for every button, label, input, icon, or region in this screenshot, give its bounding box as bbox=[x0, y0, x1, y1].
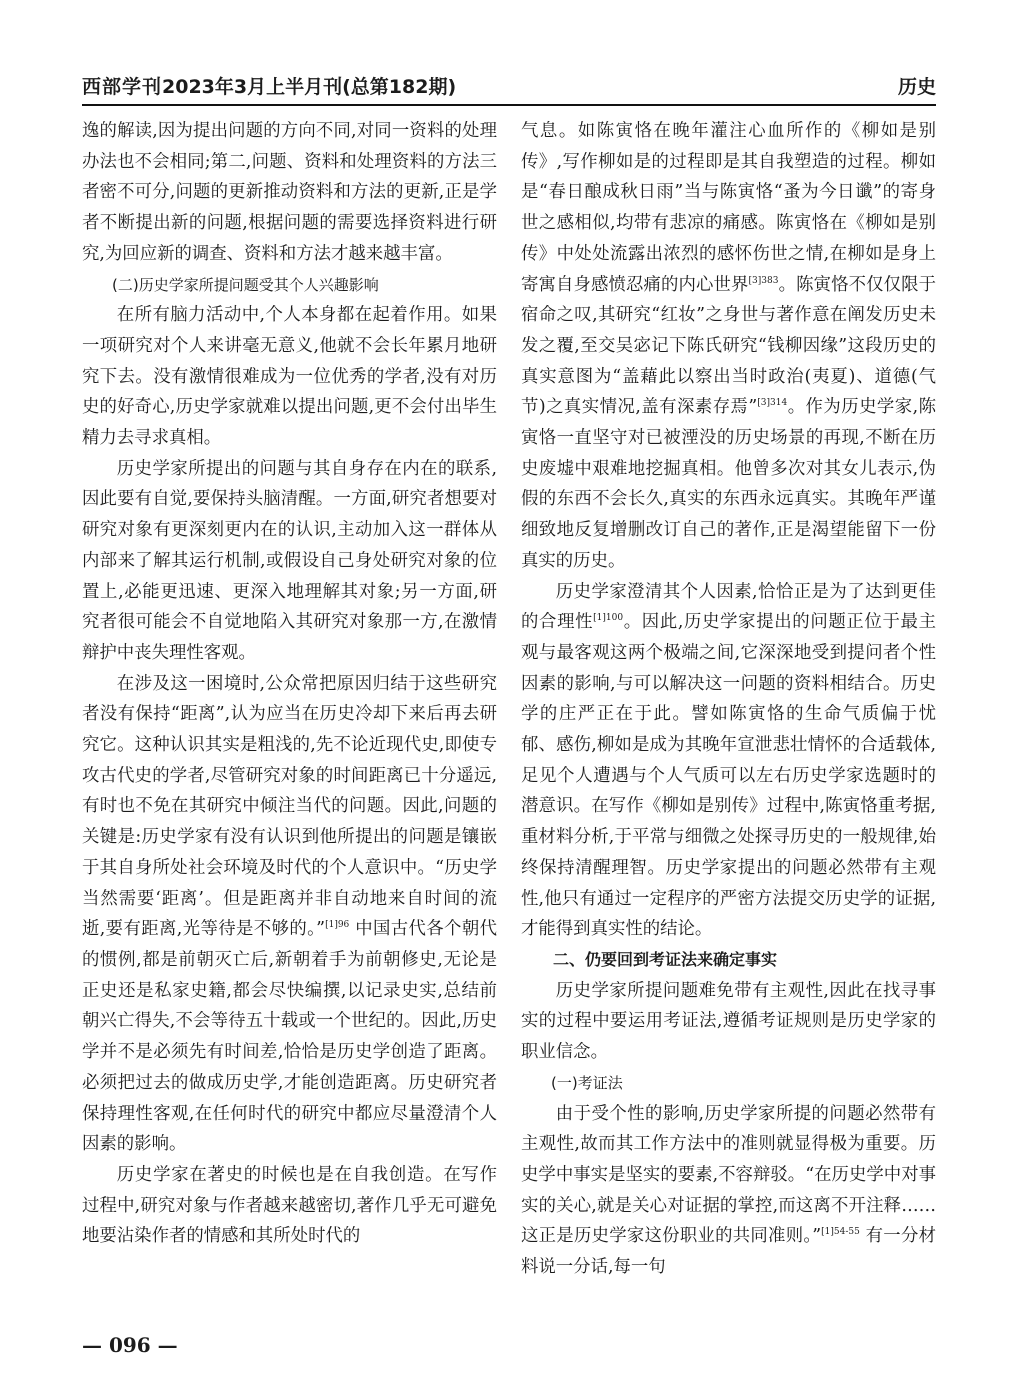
text-run: 历史学家澄清其个人因素,恰恰正是为了达到更佳的合理性 bbox=[521, 581, 936, 633]
paragraph bbox=[521, 116, 936, 577]
right-column bbox=[521, 116, 936, 1311]
paragraph: 历史学家在著史的时候也是在自我创造。在写作过程中,研究对象与作者越来越密切,著作几乎无可避免地要沾染作者的情感和其所处时代的 bbox=[82, 1164, 497, 1247]
text-run: 。作为历史学家,陈寅恪一直坚守对已被湮没的历史场景的再现,不断在历史废墟中艰难地挖掘真相。他曾多次对其女儿表示,伪假的东西不会长久,真实的东西永远真实。其晚年严谨细致地反复增删改订自己的著作,正是渴望能留下一份真实的历史。 bbox=[521, 397, 936, 571]
text-run: 由于受个性的影响,历史学家所提的问题必然带有主观性,故而其工作方法中的准则就显得极为重要。历史学中事实是坚实的要素,不容辩驳。“在历史学中对事实的关心,就是关心对证据的掌控,而这离不开注释……这正是历史学家这份职业的共同准则。” bbox=[521, 1103, 936, 1247]
section-label: 历史 bbox=[897, 76, 936, 98]
subsection-heading: (二)历史学家所提问题受其个人兴趣影响 bbox=[112, 275, 379, 294]
journal-logo: 西部学刊 bbox=[82, 76, 163, 98]
header-rule bbox=[82, 104, 936, 106]
section-heading: 二、仍要回到考证法来确定事实 bbox=[553, 949, 778, 969]
citation-ref: [3]383 bbox=[748, 275, 779, 286]
text-run: 有一分材料说一分话,每一句 bbox=[521, 1226, 936, 1278]
left-column bbox=[82, 116, 497, 1311]
subsection-heading: (一)考证法 bbox=[551, 1073, 623, 1092]
citation-ref: [1]100 bbox=[593, 613, 624, 624]
paragraph: 历史学家所提问题难免带有主观性,因此在找寻事实的过程中要运用考证法,遵循考证规则是历史学家的职业信念。 bbox=[521, 980, 936, 1063]
journal-masthead bbox=[82, 72, 456, 99]
citation-ref: [1]96 bbox=[325, 920, 350, 931]
citation-ref: [3]314 bbox=[757, 398, 788, 409]
text-run: 。陈寅恪不仅仅限于宿命之叹,其研究“红妆”之身世与著作意在阐发历史未发之覆,至交吴宓记下陈氏研究“钱柳因缘”这段历史的真实意图为“盖藉此以察出当时政治(夷夏)、道德(气节)之真实情况,盖有深素存焉” bbox=[521, 274, 936, 418]
text-run: 中国古代各个朝代的惯例,都是前朝灭亡后,新朝着手为前朝修史,无论是正史还是私家史籍,都会尽快编撰,以记录史实,总结前朝兴亡得失,不会等待五十载或一个世纪的。因此,历史学并不是必须先有时间差,恰恰是历史学创造了距离。必须把过去的做成历史学,才能创造距离。历史研究者保持理性客观,在任何时代的研究中都应尽量澄清个人因素的影响。 bbox=[82, 919, 497, 1155]
text-run: 气息。如陈寅恪在晚年灌注心血所作的《柳如是别传》,写作柳如是的过程即是其自我塑造的过程。柳如是“春日酿成秋日雨”当与陈寅恪“蚤为今日谶”的寄身世之感相似,均带有悲凉的痛感。陈寅恪在《柳如是别传》中处处流露出浓烈的感怀伤世之情,在柳如是身上寄寓自身感愤忍痛的内心世界 bbox=[521, 121, 936, 295]
paragraph: 历史学家所提出的问题与其自身存在内在的联系,因此要有自觉,要保持头脑清醒。一方面,研究者想要对研究对象有更深刻更内在的认识,主动加入这一群体从内部来了解其运行机制,或假设自己身处研究对象的位置上,必能更迅速、更深入地理解其对象;另一方面,研究者很可能会不自觉地陷入其研究对象那一方,在激情辩护中丧失理性客观。 bbox=[82, 458, 497, 663]
paragraph: 在所有脑力活动中,个人本身都在起着作用。如果一项研究对个人来讲毫无意义,他就不会长年累月地研究下去。没有激情很难成为一位优秀的学者,没有对历史的好奇心,历史学家就难以提出问题,更不会付出毕生精力去寻求真相。 bbox=[82, 305, 497, 449]
issue-label: 2023年3月上半月刊(总第182期) bbox=[162, 76, 457, 98]
paragraph bbox=[521, 1099, 936, 1283]
paragraph: 逸的解读,因为提出问题的方向不同,对同一资料的处理办法也不会相同;第二,问题、资料和处理资料的方法三者密不可分,问题的更新推动资料和方法的更新,正是学者不断提出新的问题,根据问题的需要选择资料进行研究,为回应新的调查、资料和方法才越来越丰富。 bbox=[82, 121, 497, 264]
page-number: — 096 — bbox=[82, 1333, 178, 1357]
running-header bbox=[82, 72, 936, 102]
paragraph bbox=[82, 669, 497, 1160]
paragraph bbox=[521, 577, 936, 945]
citation-ref: [1]54-55 bbox=[821, 1227, 860, 1238]
text-run: 。因此,历史学家提出的问题正位于最主观与最客观这两个极端之间,它深深地受到提问者个性因素的影响,与可以解决这一问题的资料相结合。历史学的庄严正在于此。譬如陈寅恪的生命气质偏于忧郁、感伤,柳如是成为其晚年宣泄悲壮情怀的合适载体,足见个人遭遇与个人气质可以左右历史学家选题时的潜意识。在写作《柳如是别传》过程中,陈寅恪重考据,重材料分析,于平常与细微之处探寻历史的一般规律,始终保持清醒理智。历史学家提出的问题必然带有主观性,他只有通过一定程序的严密方法提交历史学的证据,才能得到真实性的结论。 bbox=[521, 612, 936, 940]
text-run: 在涉及这一困境时,公众常把原因归结于这些研究者没有保持“距离”,认为应当在历史冷却下来后再去研究它。这种认识其实是粗浅的,先不论近现代史,即使专攻古代史的学者,尽管研究对象的时间距离已十分遥远,有时也不免在其研究中倾注当代的问题。因此,问题的关键是:历史学家有没有认识到他所提出的问题是镶嵌于其自身所处社会环境及时代的个人意识中。“历史学当然需要‘距离’。但是距离并非自动地来自时间的流逝,要有距离,光等待是不够的。” bbox=[82, 673, 497, 940]
